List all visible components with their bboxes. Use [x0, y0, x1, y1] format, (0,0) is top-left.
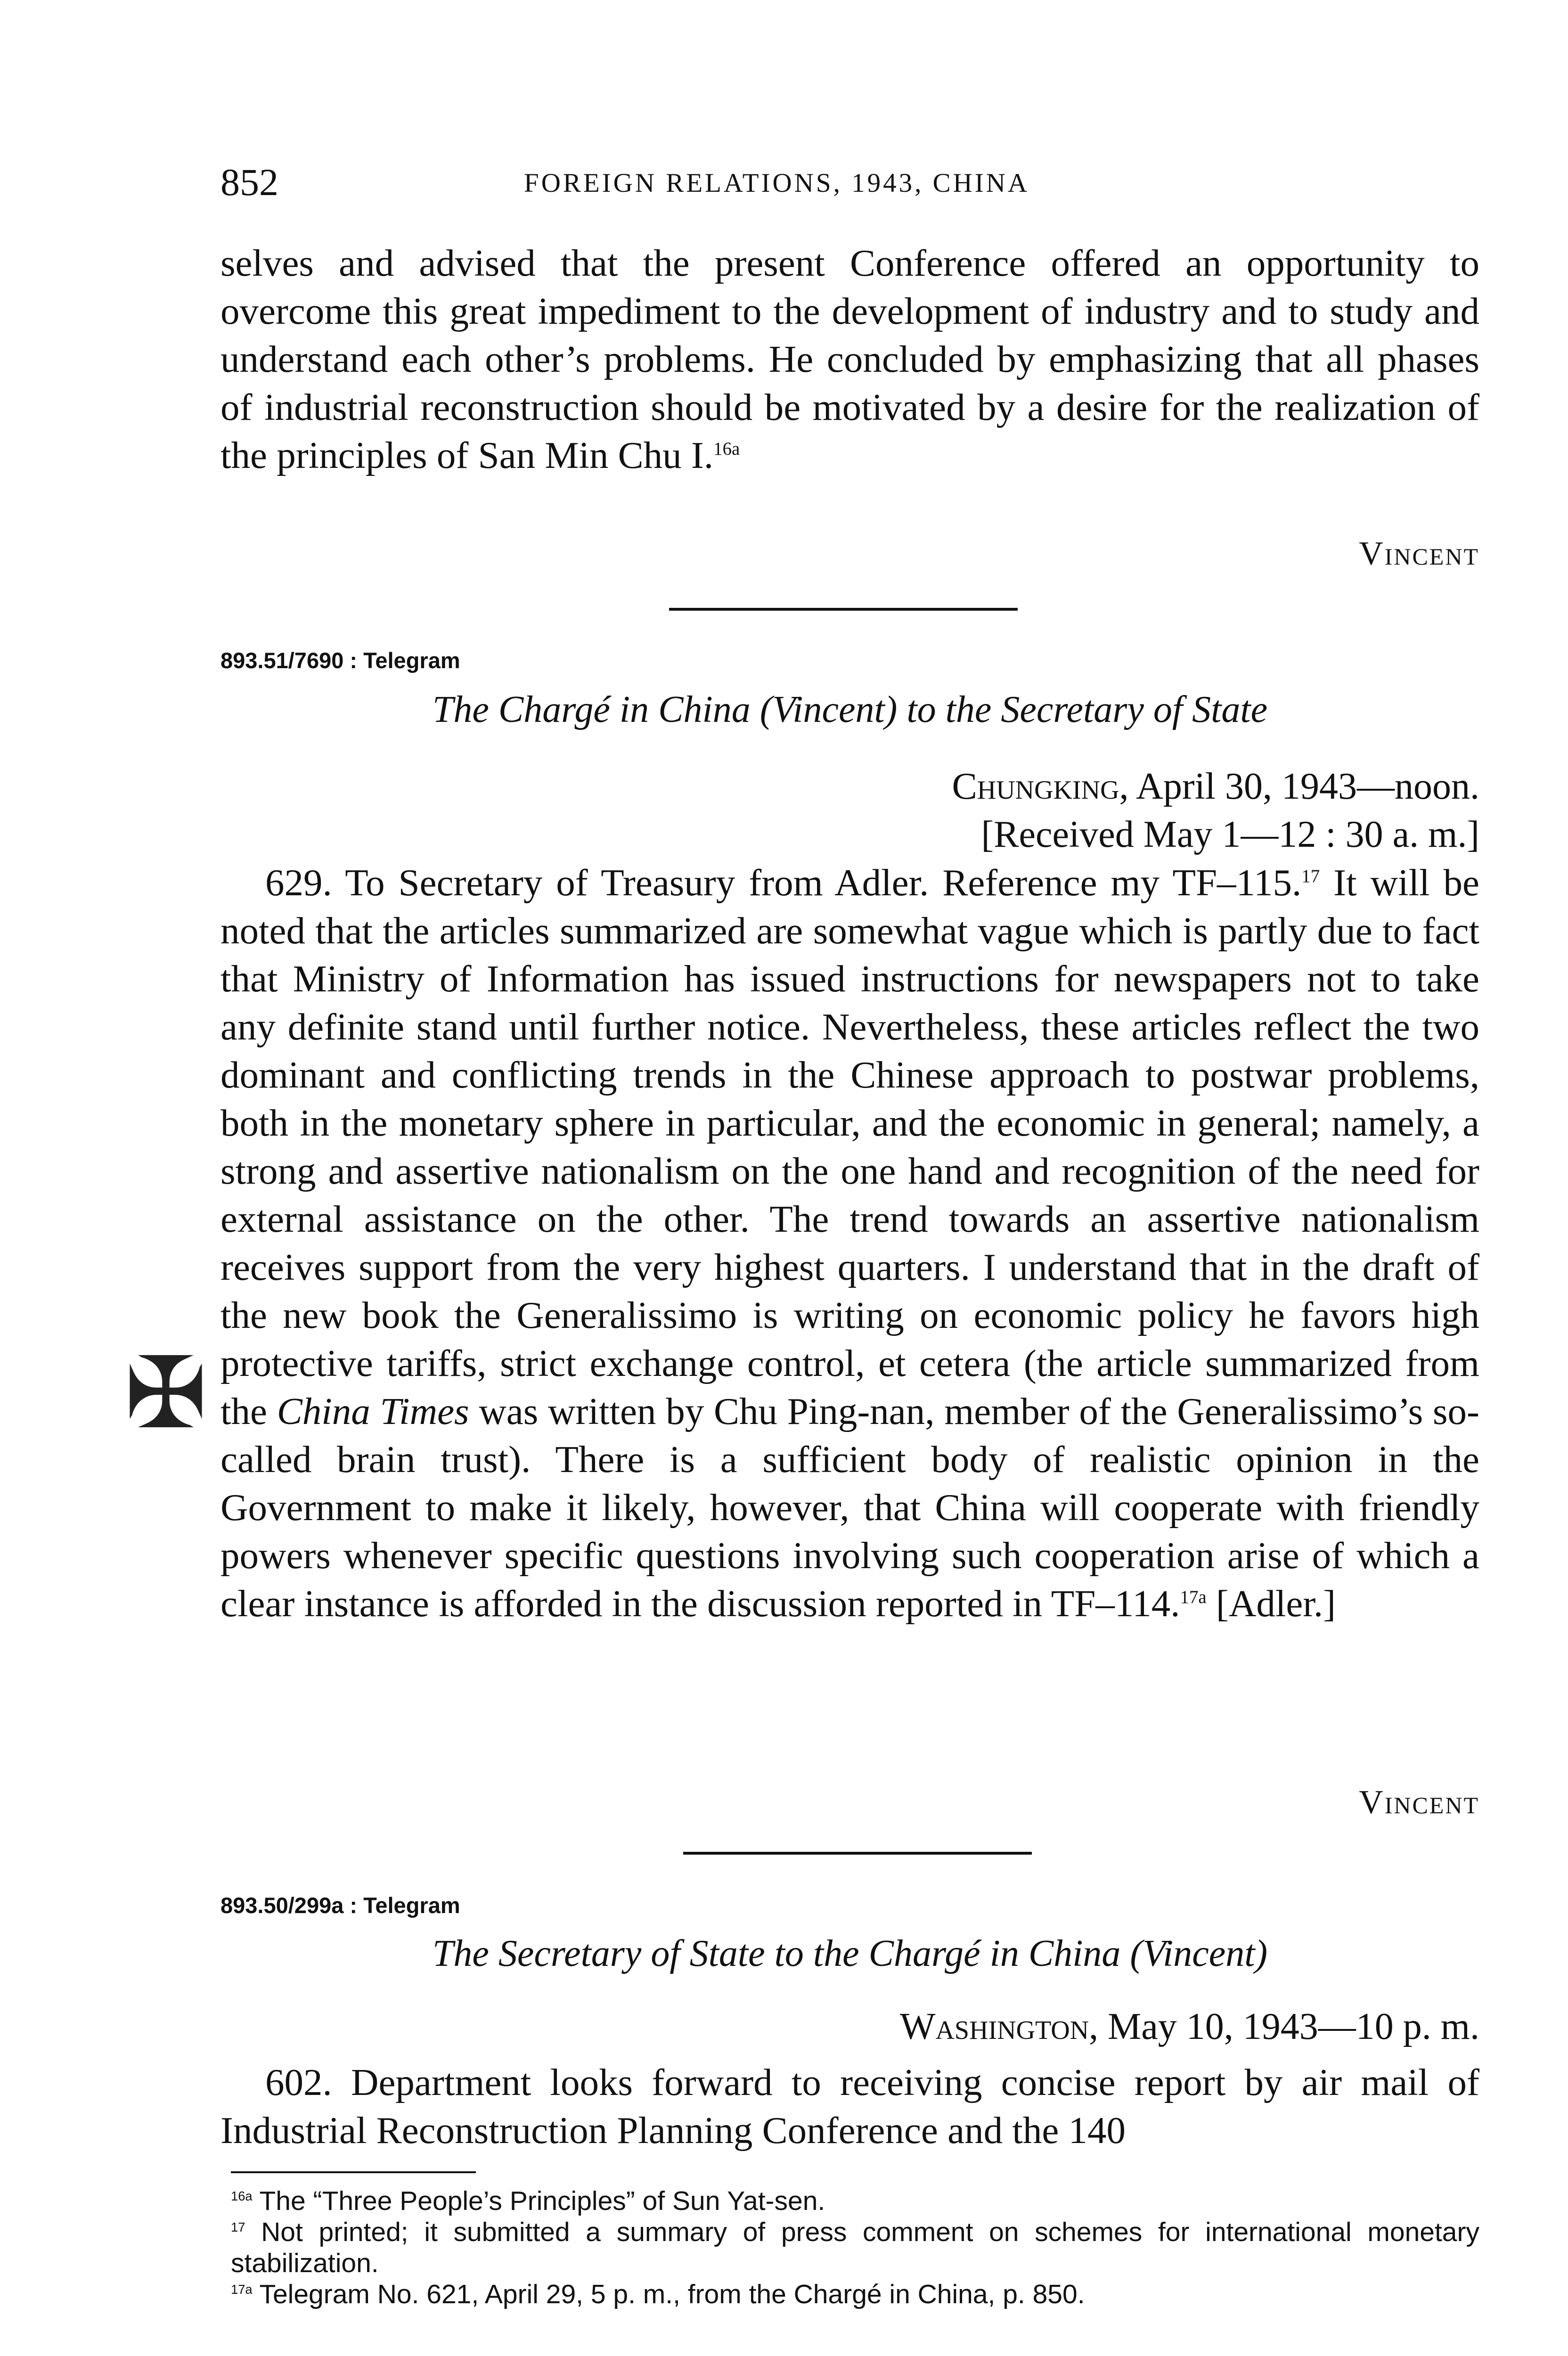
- footnote-ref-16a[interactable]: 16a: [713, 439, 740, 459]
- doc2-caption: The Chargé in China (Vincent) to the Secretary of State: [432, 689, 1268, 730]
- footnote-17: $^{17}$ Not printed; it submitted a summary of press comment on schemes for international monetary stabilization.: [231, 2217, 1479, 2278]
- doc1-body: [220, 239, 1479, 479]
- doc3-date: , May 10, 1943—10 p. m.: [1089, 2006, 1479, 2047]
- footnote-ref-17a[interactable]: 17a: [1180, 1587, 1207, 1607]
- doc2-caption-name: Vincent: [772, 689, 885, 730]
- footnote-ref-17[interactable]: 17: [1301, 866, 1320, 886]
- running-title: FOREIGN RELATIONS, 1943, CHINA: [524, 168, 1030, 198]
- doc2-body: 629. To Secretary of Treasury from Adler. Reference my TF–115.17 It will be noted that the articles summarized are somewhat vague which is partly due to fact that Ministry of Information has issued instructions for newspapers not to take any definite stand until further notice. Nevertheless, these articles reflect the two dominant and conflicting trends in the Chinese approach to postwar problems, both in the monetary sphere in particular, and the economic in general; namely, a strong and assertive nationalism on the one hand and recognition of the need for external assistance on the other. The trend towards an assertive nationalism receives support from the very highest quarters. I understand that in the draft of the new book the Generalissimo is writing on economic policy he favors high protective tariffs, strict exchange control, et cetera (the article summarized from the China Times was written by Chu Ping-nan, member of the Generalissimo’s so-called brain trust). There is a sufficient body of realistic opinion in the Government to make it likely, however, that China will cooperate with friendly powers whenever specific questions involving such cooperation arise of which a clear instance is afforded in the discussion reported in TF–114.$^{17a}$ [Adler.]: [220, 861, 1479, 1625]
- doc3-place: Washington: [899, 2006, 1089, 2047]
- handwritten-margin-mark: ✠: [124, 1335, 207, 1451]
- doc2-file-id: 893.51/7690 : Telegram: [220, 648, 460, 673]
- doc2-place: Chungking: [952, 766, 1119, 807]
- footnote-16a: $^{16a}$ The “Three People’s Principles” of Sun Yat-sen.: [231, 2186, 825, 2216]
- footnote-17a: $^{17a}$ Telegram No. 621, April 29, 5 p. m., from the Chargé in China, p. 850.: [231, 2279, 1085, 2309]
- doc2-date: , April 30, 1943—noon.: [1119, 766, 1479, 807]
- doc3-caption: The Secretary of State to the Chargé in China (Vincent): [432, 1933, 1268, 1974]
- doc2-dateline: [952, 762, 1479, 859]
- doc2-received: [Received May 1—12 : 30 a. m.]: [981, 814, 1479, 855]
- section-divider-2: [683, 1852, 1032, 1855]
- section-divider: [669, 608, 1018, 611]
- doc1-text: selves and advised that the present Conference offered an opportunity to overcome this great impediment to the development of industry and to study and understand each other’s problems. He concluded by emphasizing that all phases of industrial reconstruction should be motivated by a desire for the realization of the principles of San Min Chu I.: [220, 242, 1479, 476]
- doc2-signature: Vincent: [1359, 1784, 1479, 1821]
- doc3-body: 602. Department looks forward to receiving concise report by air mail of Industrial Reconstruction Planning Conference and the 140: [220, 2061, 1479, 2151]
- newspaper-title: China Times: [277, 1390, 469, 1432]
- doc3-caption-name: Vincent: [1143, 1933, 1255, 1974]
- doc3-file-id: 893.50/299a : Telegram: [220, 1893, 460, 1918]
- page-number: 852: [220, 161, 278, 204]
- footnotes: [231, 2185, 1479, 2310]
- doc3-dateline: [900, 2003, 1479, 2051]
- doc1-signature: Vincent: [1359, 535, 1479, 572]
- footnote-rule: [231, 2171, 476, 2173]
